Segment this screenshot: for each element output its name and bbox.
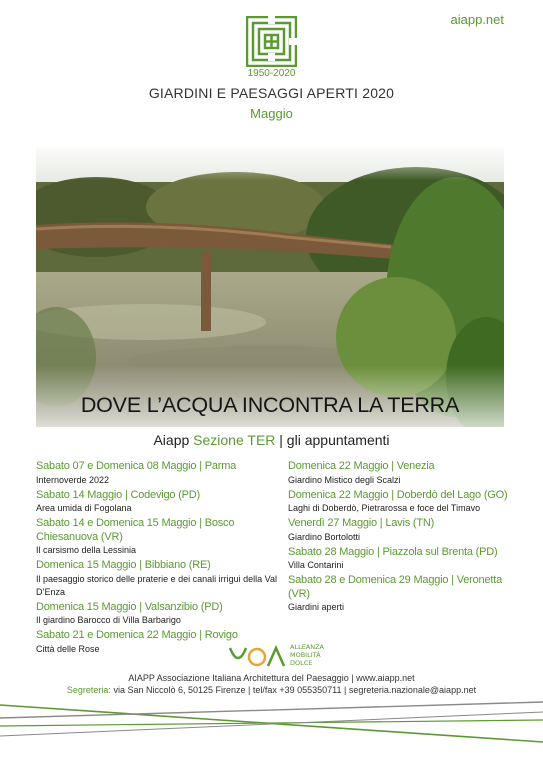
event-place: Laghi di Doberdò, Pietrarossa e foce del Timavo (288, 503, 481, 513)
event-place: Giardino Bortolotti (288, 531, 361, 542)
subtitle-org: Aiapp (153, 432, 190, 448)
partner-logo (228, 640, 338, 670)
event-date: Sabato 21 e Domenica 22 Maggio | Rovigo (36, 629, 238, 641)
event-date: Sabato 14 e Domenica 15 Maggio | Bosco Chiesanuova (VR) (36, 517, 235, 543)
event-item (36, 517, 284, 557)
partner-line-1: ALLEANZA (290, 643, 325, 651)
event-place: Area umida di Fogolana (36, 503, 132, 513)
event-date: Venerdì 27 Maggio | Lavis (TN) (288, 517, 435, 529)
event-item (288, 574, 520, 614)
event-item (288, 517, 520, 544)
footer-association: AIAPP Associazione Italiana Architettura del Paesaggio | www.aiapp.net (128, 673, 415, 683)
event-item (36, 460, 284, 487)
event-date: Sabato 28 e Domenica 29 Maggio | Veronetta (VR) (288, 574, 502, 600)
event-date: Sabato 14 Maggio | Codevigo (PD) (36, 488, 200, 501)
headline: DOVE L’ACQUA INCONTRA LA TERRA (80, 393, 460, 417)
subtitle (0, 432, 543, 448)
events-left-column (36, 460, 284, 658)
event-place: Città delle Rose (36, 643, 100, 654)
event-date: Domenica 22 Maggio | Venezia (288, 460, 435, 472)
event-date: Domenica 15 Maggio | Valsanzibio (PD) (36, 600, 223, 613)
event-date: Sabato 28 Maggio | Piazzola sul Brenta (PD) (288, 545, 498, 558)
event-item (288, 460, 520, 487)
footer-address: via San Niccolò 6, 50125 Firenze | tel/fax +39 055350711 | segreteria.nazionale@aiapp.net (113, 685, 477, 695)
event-place: Giardini aperti (288, 602, 345, 612)
event-series-title: GIARDINI E PAESAGGI APERTI 2020 (148, 85, 395, 101)
decorative-lines (0, 690, 543, 750)
event-item (36, 489, 284, 516)
aiapp-logo (246, 16, 297, 67)
event-item (288, 546, 520, 573)
partner-line-2: MOBILITÀ (290, 651, 321, 659)
event-place: Il giardino Barocco di Villa Barbarigo (36, 615, 181, 625)
event-place: Villa Contarini (288, 560, 344, 570)
site-link[interactable]: aiapp.net (450, 12, 504, 27)
event-item (36, 601, 284, 628)
event-place: Il paesaggio storico delle praterie e dei canali irrigui della Val D’Enza (36, 573, 277, 597)
event-place: Internoverde 2022 (36, 474, 110, 485)
event-item (288, 489, 520, 516)
month-label: Maggio (250, 106, 293, 121)
events-right-column (288, 460, 520, 616)
event-place: Giardino Mistico degli Scalzi (288, 474, 401, 485)
subtitle-section: Sezione TER (193, 432, 276, 448)
subtitle-rest: | gli appuntamenti (279, 432, 390, 448)
event-date: Sabato 07 e Domenica 08 Maggio | Parma (36, 460, 237, 472)
logo-years: 1950-2020 (247, 68, 296, 79)
event-item (36, 559, 284, 599)
footer-label: Segreteria: (66, 685, 111, 695)
wetland-photo (36, 147, 504, 427)
partner-line-3: DOLCE (290, 659, 313, 667)
event-date: Domenica 15 Maggio | Bibbiano (RE) (36, 559, 211, 571)
event-place: Il carsismo della Lessinia (36, 545, 137, 555)
event-date: Domenica 22 Maggio | Doberdò del Lago (GO) (288, 488, 508, 501)
